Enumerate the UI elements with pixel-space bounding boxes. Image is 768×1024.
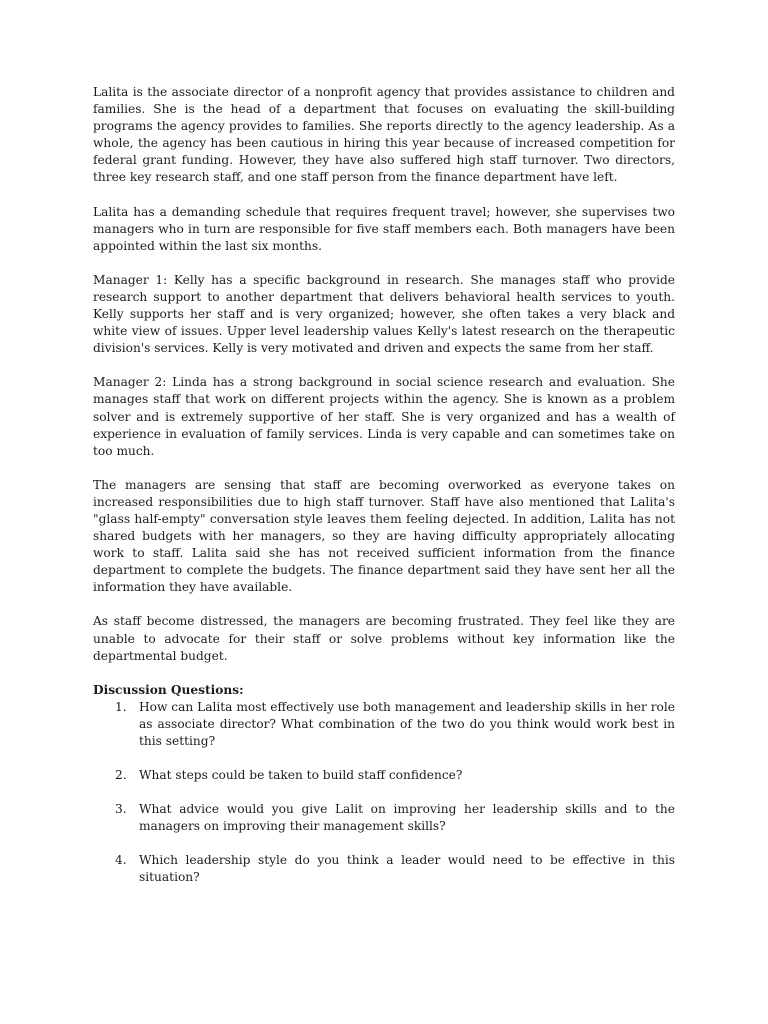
discussion-section xyxy=(93,682,675,887)
paragraph-intro: Lalita is the associate director of a nonprofit agency that provides assistance to children and families. She is the head of a department that focuses on evaluating the skill-building programs the agency provides to families. She reports directly to the agency leadership. As a whole, the agency has been cautious in hiring this year because of increased competition for federal grant funding. However, they have also suffered high staff turnover. Two directors, three key research staff, and one staff person from the finance department have left. xyxy=(93,85,675,185)
paragraph-manager-2: Manager 2: Linda has a strong background in social science research and evaluation. She manages staff that work on different projects within the agency. She is known as a problem solver and is extremely supportive of her staff. She is very organized and has a wealth of experience in evaluation of family services. Linda is very capable and can sometimes take on too much. xyxy=(93,375,675,458)
list-item-number: 3. xyxy=(115,802,127,817)
paragraph-schedule: Lalita has a demanding schedule that requires frequent travel; however, she supervises two managers who in turn are responsible for five staff members each. Both managers have been appointed within the last six months. xyxy=(93,204,675,253)
list-item-number: 2. xyxy=(115,768,127,783)
paragraph-frustration: As staff become distressed, the managers are becoming frustrated. They feel like they are unable to advocate for their staff or solve problems without key information like the departmental budget. xyxy=(93,614,675,663)
list-item-text: Which leadership style do you think a leader would need to be effective in this situation? xyxy=(139,853,675,885)
list-item-number: 4. xyxy=(115,853,127,868)
paragraph-manager-1: Manager 1: Kelly has a specific background in research. She manages staff who provide research support to another department that delivers behavioral health services to youth. Kelly supports her staff and is very organized; however, she often takes a very black and white view of issues. Upper level leadership values Kelly's latest research on the therapeutic division's services. Kelly is very motivated and driven and expects the same from her staff. xyxy=(93,272,675,356)
list-item-text: What advice would you give Lalit on improving her leadership skills and to the managers on improving their management skills? xyxy=(139,802,675,834)
paragraph-staff-concerns: The managers are sensing that staff are becoming overworked as everyone takes on increased responsibilities due to high staff turnover. Staff have also mentioned that Lalita's "glass half-empty" conversation style leaves them feeling dejected. In addition, Lalita has not shared budgets with her managers, so they are having difficulty appropriately allocating work to staff. Lalita said she has not received sufficient information from the finance department to complete the budgets. The finance department said they have sent her all the information they have available. xyxy=(93,477,675,595)
list-item xyxy=(93,801,675,835)
discussion-question-list xyxy=(93,699,675,887)
list-item xyxy=(93,699,675,750)
document-page xyxy=(93,84,675,904)
list-item-text: What steps could be taken to build staff confidence? xyxy=(139,768,463,783)
list-item-text: How can Lalita most effectively use both management and leadership skills in her role as associate director? What combination of the two do you think would work best in this setting? xyxy=(139,699,675,748)
list-item-number: 1. xyxy=(115,699,127,714)
discussion-heading: Discussion Questions: xyxy=(93,682,244,697)
list-item xyxy=(93,852,675,886)
list-item xyxy=(93,767,675,784)
